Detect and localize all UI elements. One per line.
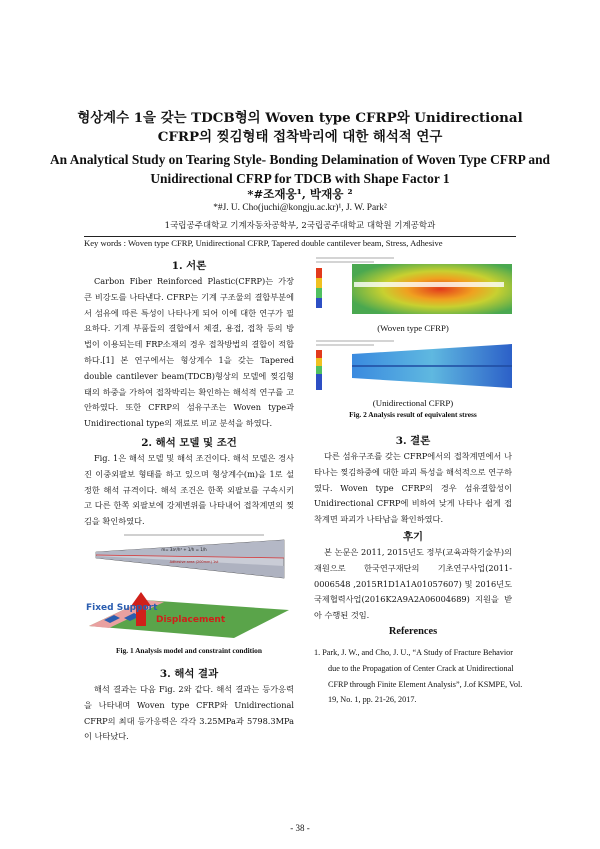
section-text-ack: 본 논문은 2011, 2015년도 정부(교육과학기술부)의 재원으로 한국연구재단의 기초연구사업(2011-0006548 ,2015R1D1A1A01057607) 및 2016년도 국제협력사업(2016K2A9A2A06004689) 지원을 받아 수행된 것임. [314,547,512,621]
section-heading-ack: 후기 [402,531,424,543]
figure-2-caption: Fig. 2 Analysis result of equivalent stress [349,410,477,419]
adhesive-label: Adhesive area (200mm) 1st [169,560,219,564]
keywords-rule [84,236,516,237]
section-heading-results: 3. 해석 결과 [159,668,219,680]
keywords: Key words : Woven type CFRP, Unidirectional CFRP, Tapered double cantilever beam, Stress, Adhesive [84,238,443,248]
figure-2-unidirectional-image [314,338,512,394]
displacement-label: Displacement [156,615,226,625]
section-heading-conclusion: 3. 결론 [395,435,431,447]
affiliations: 1국립공주대학교 기계자동차공학부, 2국립공주대학교 대학원 기계공학과 [164,221,436,231]
section-text-results: 해석 결과는 다음 Fig. 2와 같다. 해석 결과는 등가응력을 나타내며 Woven type CFRP와 Unidirectional CFRP의 최대 등가응력은 각각 3.25MPa과 5798.3MPa이 나타났다. [84,684,294,742]
authors-english: *#J. U. Cho(juchi@kongju.ac.kr)¹, J. W. Park² [213,203,387,213]
figure-1-caption: Fig. 1 Analysis model and constraint condition [116,646,262,655]
section-heading-references: References [388,626,438,637]
paper-title-english: An Analytical Study on Tearing Style- Bonding Delamination of Woven Type CFRP and Unidirectional CFRP for TDCB with Shape Factor 1 [49,152,550,186]
section-heading-model: 2. 해석 모델 및 조건 [141,437,237,449]
authors-korean: *#조재웅¹, 박재웅 ² [247,187,353,201]
unidirectional-stress-contour [314,338,512,394]
fixed-support-label: Fixed Support [86,603,158,613]
section-text-intro: Carbon Fiber Reinforced Plastic(CFRP)는 가장 큰 비강도를 나타낸다. CFRP는 기계 구조물의 결합부분에서 섬유에 따른 특성이 나타나게 되어 이에 대한 연구가 필요하다. 기계 부품들의 결합에서 체결, 용접, 접착 등의 방법이 이용되는데 FRP소재의 경우 접착방법의 결합이 적합하다.[1] 본 연구에서는 형상계수 1을 갖는 Tapered double cantilever beam(TDCB)형상의 모델에 찢김형태의 하중을 가하여 접착박리는 확인하는 해석적 연구를 고안하였다. 또한 CFRP의 섬유구조는 Woven type과 Unidirectional type의 재료로 비교 분석을 하였다. [84,276,294,429]
woven-stress-contour [314,254,512,316]
section-text-model: Fig. 1은 해석 모델 및 해석 조건이다. 해석 모델은 경사진 이중외팔보 형태를 하고 있으며 형상계수(m)을 1로 설정한 해석 규격이다. 해석 조건은 한쪽 외팔보를 구속시키고 다른 한쪽 외팔보에 강제변위를 나타내어 접착계면의 찢김을 확인하였다. [84,453,294,527]
paper-title-korean: 형상계수 1을 갖는 TDCB형의 Woven type CFRP와 Unidirectional CFRP의 찢김형태 접착박리에 대한 해석적 연구 [77,110,523,145]
reference-item-1: 1. Park, J. W., and Cho, J. U., “A Study of Fracture Behavior due to the Propagation of Center Crack at Unidirectional CFRP through Finite Element Analysis”, J.of KSMPE, Vol. 19, No. 1, pp. 21-26, 2017. [314,648,523,705]
figure-2-woven-label: (Woven type CFRP) [377,323,449,333]
section-text-conclusion: 다른 섬유구조를 갖는 CFRP에서의 접착계면에서 나타나는 찢김하중에 대한 파괴 특성을 해석적으로 연구하였다. Woven type CFRP의 경우 섬유결합성이 Unidirectional CFRP에 비하여 낮게 나타나 쉽게 접착계면 파괴가 나타남을 확인하였다. [314,451,512,525]
figure-2-unidirectional-label: (Unidirectional CFRP) [372,398,454,408]
figure-1-drawing [84,530,294,640]
section-heading-intro: 1. 서론 [171,260,207,272]
page-number: - 38 - [290,823,310,833]
dimension-label: m= 3a²/h³ + 1/h = 1/h [161,547,207,552]
figure-2-woven-image [314,254,512,316]
figure-1 [84,530,294,640]
